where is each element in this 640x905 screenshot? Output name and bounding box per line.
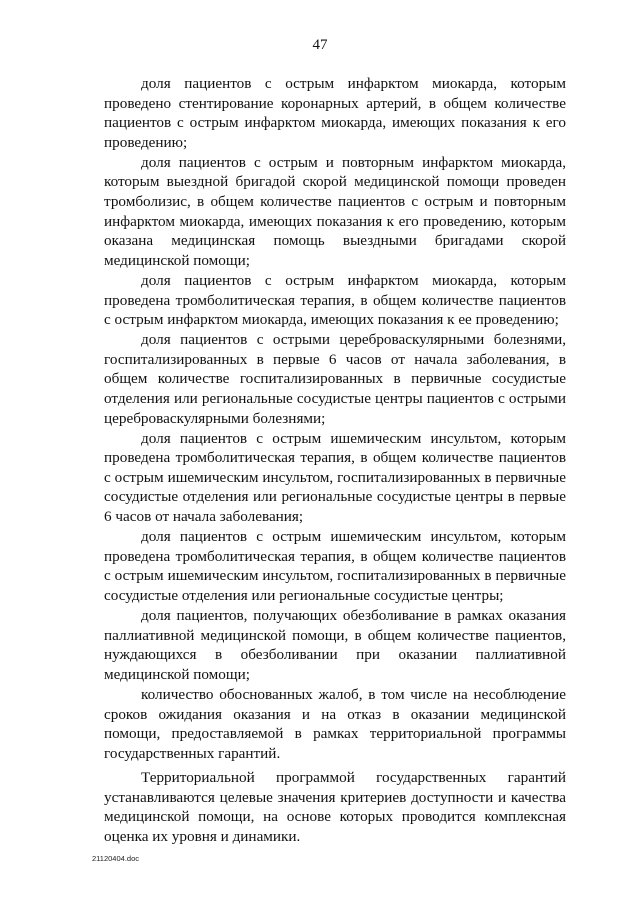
paragraph-cerebrovascular-hospitalization: доля пациентов с острыми цереброваскулярными болезнями, госпитализированных в первые 6 часов от начала заболевания, в общем количестве госпитализированных в первичные сосудистые отделения или региональные сосудистые центры пациентов с острыми цереброваскулярными болезнями; bbox=[104, 331, 566, 427]
paragraph-complaints: количество обоснованных жалоб, в том числе на несоблюдение сроков ожидания оказания и на отказ в оказании медицинской помощи, предоставляемой в рамках территориальной программы государственных гарантий. bbox=[104, 685, 566, 762]
paragraph-stenting: доля пациентов с острым инфарктом миокарда, которым проведено стентирование коронарных артерий, в общем количестве пациентов с острым инфарктом миокарда, имеющих показания к его проведению; bbox=[104, 75, 566, 151]
paragraph-thrombolysis-ambulance: доля пациентов с острым и повторным инфарктом миокарда, которым выездной бригадой скорой медицинской помощи проведен тромболизис, в общем количестве пациентов с острым и повторным инфарктом миокарда, имеющих показания к его проведению, которым оказана медицинская помощь выездными бригадами скорой медицинской помощи; bbox=[104, 153, 566, 269]
document-body bbox=[104, 74, 566, 847]
paragraph-palliative-pain-relief: доля пациентов, получающих обезболивание в рамках оказания паллиативной медицинской помощи, в общем количестве пациентов, нуждающихся в обезболивании при оказании паллиативной медицинской помощи; bbox=[104, 607, 566, 683]
paragraph-ischemic-stroke-6h: доля пациентов с острым ишемическим инсультом, которым проведена тромболитическая терапия, в общем количестве пациентов с острым ишемическим инсультом, госпитализированных в первичные сосудистые отделения или региональные сосудистые центры в первые 6 часов от начала заболевания; bbox=[104, 429, 566, 526]
footer-filename: 21120404.doc bbox=[92, 854, 139, 863]
page-number: 47 bbox=[312, 37, 328, 53]
paragraph-thrombolytic-therapy-mi: доля пациентов с острым инфарктом миокарда, которым проведена тромболитическая терапия, в общем количестве пациентов с острым инфарктом миокарда, имеющих показания к ее проведению; bbox=[104, 271, 566, 329]
paragraph-territorial-program: Территориальной программой государственных гарантий устанавливаются целевые значения критериев доступности и качества медицинской помощи, на основе которых проводится комплексная оценка их уровня и динамики. bbox=[104, 769, 566, 846]
paragraph-ischemic-stroke: доля пациентов с острым ишемическим инсультом, которым проведена тромболитическая терапия, в общем количестве пациентов с острым ишемическим инсультом, госпитализированных в первичные сосудистые отделения или региональные сосудистые центры; bbox=[104, 528, 566, 604]
